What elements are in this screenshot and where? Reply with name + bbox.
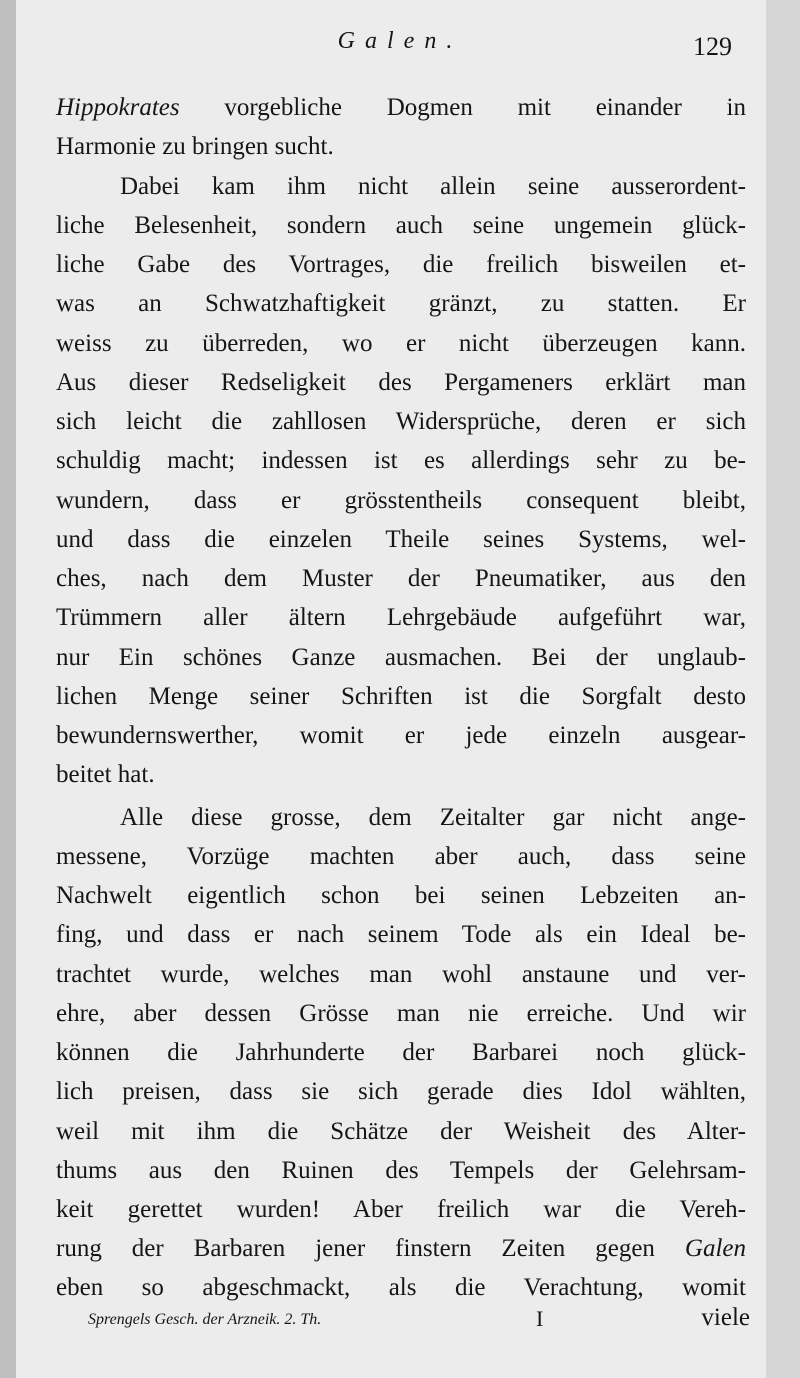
text-line: lich preisen, dass sie sich gerade dies Idol wählten, — [56, 1078, 746, 1105]
text-line: messene, Vorzüge machten aber auch, dass seine — [56, 843, 746, 870]
text-line: weiss zu überreden, wo er nicht überzeugen kann. — [56, 330, 746, 357]
text-line: sich leicht die zahllosen Widersprüche, deren er sich — [56, 408, 746, 435]
text-line: Alle diese grosse, dem Zeitalter gar nicht ange- — [120, 804, 746, 831]
text-line: Trümmern aller ältern Lehrgebäude aufgeführt war, — [56, 604, 746, 631]
text-line: können die Jahrhunderte der Barbarei noch glück- — [56, 1039, 746, 1066]
text-line: keit gerettet wurden! Aber freilich war die Vereh- — [56, 1196, 746, 1223]
text-line: schuldig macht; indessen ist es allerdings sehr zu be- — [56, 447, 746, 474]
text-line: rung der Barbaren jener finstern Zeiten gegen Galen — [56, 1235, 746, 1262]
text-line: liche Belesenheit, sondern auch seine ungemein glück- — [56, 212, 746, 239]
text-line: thums aus den Ruinen des Tempels der Gelehrsam- — [56, 1157, 746, 1184]
running-head: Galen. — [337, 28, 463, 54]
signature-mark: I — [536, 1306, 544, 1331]
signature-line: Sprengels Gesch. der Arzneik. 2. Th. — [88, 1311, 322, 1328]
text-line: Aus dieser Redseligkeit des Pergameners erklärt man — [56, 369, 746, 396]
text-line: bewundernswerther, womit er jede einzeln ausgear- — [56, 722, 746, 749]
catchword: viele — [701, 1304, 750, 1331]
text-line: nur Ein schönes Ganze ausmachen. Bei der unglaub- — [56, 644, 746, 671]
text-line: weil mit ihm die Schätze der Weisheit des Alter- — [56, 1118, 746, 1145]
text-line: lichen Menge seiner Schriften ist die Sorgfalt desto — [56, 683, 746, 710]
text-line: Hippokrates vorgebliche Dogmen mit einander in — [56, 94, 746, 121]
text-line: eben so abgeschmackt, als die Verachtung, womit — [56, 1274, 746, 1301]
text-line: Nachwelt eigentlich schon bei seinen Lebzeiten an- — [56, 882, 746, 909]
text-line: Dabei kam ihm nicht allein seine ausserordent- — [120, 173, 746, 200]
text-line: wundern, dass er grösstentheils consequent bleibt, — [56, 487, 746, 514]
text-line: beitet hat. — [56, 761, 155, 788]
page-left-edge — [0, 0, 16, 1378]
text-line: Harmonie zu bringen sucht. — [56, 133, 334, 160]
text-line: ches, nach dem Muster der Pneumatiker, aus den — [56, 565, 746, 592]
text-line: ehre, aber dessen Grösse man nie erreiche. Und wir — [56, 1000, 746, 1027]
page-right-edge — [766, 0, 800, 1378]
text-line: fing, und dass er nach seinem Tode als ein Ideal be- — [56, 921, 746, 948]
page-number: 129 — [693, 32, 732, 61]
text-line: trachtet wurde, welches man wohl anstaune und ver- — [56, 961, 746, 988]
text-line: und dass die einzelen Theile seines Systems, wel- — [56, 526, 746, 553]
text-line: liche Gabe des Vortrages, die freilich bisweilen et- — [56, 251, 746, 278]
text-line: was an Schwatzhaftigkeit gränzt, zu statten. Er — [56, 290, 746, 317]
